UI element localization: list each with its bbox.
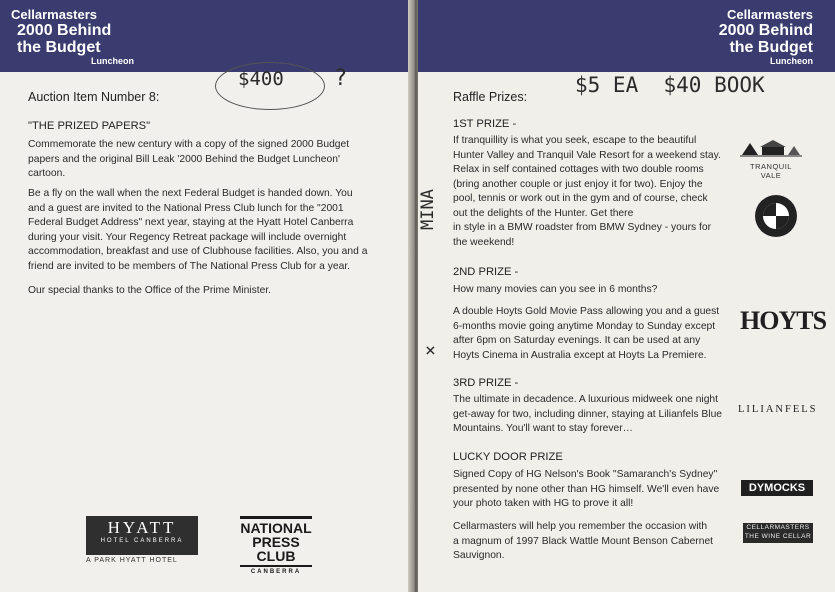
lucky-door-description [453, 468, 719, 512]
masthead-line4: Luncheon [91, 56, 134, 66]
text-line: Our special thanks to the Office of the Prime Minister. [28, 285, 272, 296]
cottage-icon [740, 137, 802, 157]
masthead-line2: 2000 Behind [718, 22, 813, 39]
text-line: pool, tennis or work out in the gym and of course, check [453, 193, 708, 204]
text-line: (bring another couple or just enjoy it for two). Enjoy the [453, 178, 703, 190]
text-line: cartoon. [28, 168, 66, 179]
text-line: Federal Budget Address" next year, staying at the Hyatt Hotel Canberra [28, 217, 354, 228]
hyatt-sub: HOTEL CANBERRA [100, 538, 184, 544]
text-line: Hunter Valley and Tranquil Vale Resort for a weekend stay. [453, 149, 721, 161]
text-line: the weekend! [453, 236, 515, 248]
text-line: Cellarmasters will help you remember the occasion with [453, 521, 708, 532]
handwritten-price: $5 EA $40 BOOK [575, 73, 765, 97]
hyatt-tagline: A PARK HYATT HOTEL [86, 557, 178, 564]
text-line: How many movies can you see in 6 months? [453, 284, 658, 295]
text-line: Relax in self contained cottages with two double rooms [453, 164, 704, 175]
hyatt-name: HYATT [107, 518, 177, 537]
masthead-line3: the Budget [17, 39, 101, 56]
handwritten-mark: × [425, 340, 436, 361]
text-line: papers and the original Bill Leak '2000 Behind the Budget Luncheon' [28, 153, 340, 165]
left-page [0, 0, 414, 592]
cellar-line2: THE WINE CELLAR [744, 533, 812, 540]
prize-2-question [453, 283, 657, 298]
handwritten-name: MINA [418, 189, 438, 230]
text-line: get-away for two, including dinner, staying at Lilianfels Blue [453, 408, 723, 420]
text-line: presented by none other than HG himself. We'll even have [453, 483, 720, 495]
masthead-line1: Cellarmasters [727, 7, 813, 22]
prize-2-title: 2ND PRIZE - [453, 266, 519, 278]
national-press-club-logo [240, 516, 312, 575]
text-line: out the delights of the Hunter. Get there [453, 207, 634, 219]
prize-3-title: 3RD PRIZE - [453, 377, 519, 389]
text-line: Signed Copy of HG Nelson's Book "Samaranch's Sydney" [453, 469, 718, 480]
paragraph-2 [28, 187, 367, 274]
cellarmasters-logo [743, 523, 813, 543]
cellar-line1: CELLARMASTERS [746, 524, 810, 531]
hoyts-logo: HOYTS [740, 306, 827, 335]
dymocks-logo: DYMOCKS [741, 480, 813, 496]
auction-item-heading: Auction Item Number 8: [28, 90, 160, 104]
masthead-line2: 2000 Behind [17, 22, 112, 39]
hyatt-logo [86, 516, 198, 555]
npc-line2: PRESS CLUB [252, 534, 300, 564]
handwritten-amount: $400 [238, 68, 284, 90]
text-line: 6-months movie going anytime Monday to Sunday except [453, 320, 716, 332]
event-masthead [719, 8, 813, 66]
masthead-line1: Cellarmasters [11, 7, 97, 22]
prize-1-description [453, 134, 721, 250]
tranquil-vale-label: TRANQUIL VALE [750, 162, 792, 180]
prize-2-description [453, 305, 719, 363]
lilianfels-logo: LILIANFELS [738, 404, 818, 415]
masthead-line4: Luncheon [770, 56, 813, 66]
text-line: during your visit. Your Regency Retreat package will include overnight [28, 231, 347, 243]
text-line: Be a fly on the wall when the next Federal Budget is handed down. You [28, 188, 353, 199]
text-line: a magnum of 1997 Black Wattle Mount Benson Cabernet [453, 535, 714, 547]
raffle-heading: Raffle Prizes: [453, 90, 528, 104]
text-line: in style in a BMW roadster from BMW Sydney - yours for [453, 222, 712, 233]
handwritten-question: ? [334, 66, 348, 91]
paragraph-3 [28, 284, 271, 299]
prize-3-description [453, 393, 722, 437]
text-line: If tranquillity is what you seek, escape to the beautiful [453, 135, 697, 146]
text-line: Sauvignon. [453, 550, 505, 561]
text-line: The ultimate in decadence. A luxurious midweek one night [453, 394, 719, 405]
npc-line3: CANBERRA [240, 565, 312, 575]
text-line: Mountains. You'll want to stay forever… [453, 423, 633, 434]
text-line: accommodation, breakfast and use of Clubhouse facilities. Also, you and a [28, 246, 368, 257]
prize-1-title: 1ST PRIZE - [453, 118, 517, 130]
auction-item-title: "THE PRIZED PAPERS" [28, 120, 151, 132]
lucky-door-extra [453, 520, 713, 564]
text-line: A double Hoyts Gold Movie Pass allowing you and a guest [453, 306, 720, 317]
text-line: and a guest are invited to the National Press Club lunch for the "2001 [28, 202, 344, 214]
text-line: after 6pm on Saturday evenings. It can be used at any [453, 335, 701, 346]
masthead-line3: the Budget [729, 39, 813, 56]
text-line: Commemorate the new century with a copy of the signed 2000 Budget [28, 139, 350, 150]
lucky-door-title: LUCKY DOOR PRIZE [453, 451, 563, 463]
text-line: your photo taken with HG to prove it all! [453, 498, 634, 509]
npc-line1: NATIONAL [240, 516, 312, 535]
tranquil-vale-logo [740, 137, 802, 180]
text-line: friend are invited to be members of The National Press Club for a year. [28, 260, 351, 272]
event-masthead [11, 8, 134, 66]
bmw-logo [755, 195, 797, 237]
paragraph-1 [28, 138, 349, 182]
text-line: Hoyts Cinema in Australia except at Hoyts La Premiere. [453, 349, 707, 361]
